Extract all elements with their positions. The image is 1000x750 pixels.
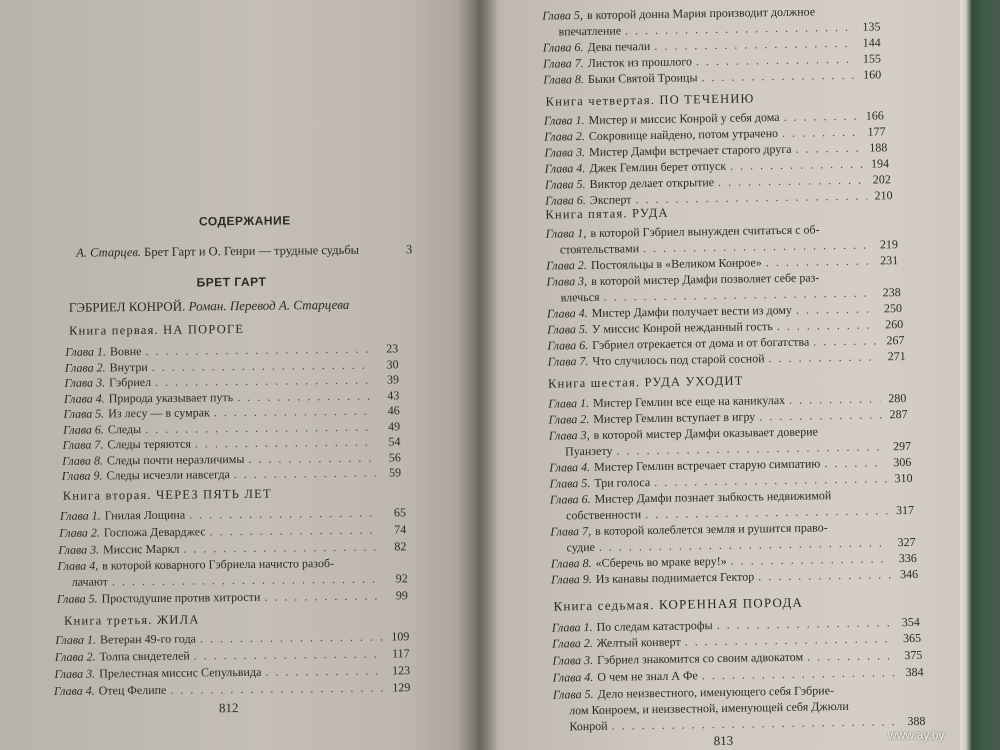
left-page [0, 0, 476, 750]
book4-label: Книга четвертая. ПО ТЕЧЕНИЮ [545, 91, 755, 109]
book5-label: Книга пятая. РУДА [545, 205, 669, 222]
book7-chapter-2: Глава 2. Желтый конверт . . . 365 [552, 631, 921, 651]
book5-chapter-6: Глава 6. Гэбриел отрекается от дома и от богатства . . . 267 [547, 333, 904, 353]
book6-chapter-2: Глава 2. Мистер Гемлин вступает в игру . . . 287 [548, 407, 907, 427]
left-page-number: 812 [218, 700, 239, 716]
book3-chapter-2: Глава 2. Толпа свидетелей . . . 117 [55, 646, 410, 664]
novel-title: ГЭБРИЕЛ КОНРОЙ. [68, 298, 186, 315]
book2-chapter-4-line1: Глава 4, в которой коварного Гэбриела начисто разоб- [57, 556, 335, 573]
book5-chapter-1-line1: Глава 1, в которой Гэбриел вынужден считаться с об- [545, 222, 820, 241]
book2-chapter-5: Глава 5. Простодушие против хитрости . . . 99 [57, 588, 408, 606]
book5-chapter-2: Глава 2. Постояльцы в «Великом Конрое» . . . 231 [546, 253, 898, 273]
author-heading: БРЕТ ГАРТ [196, 274, 267, 290]
intro-title: Брет Гарт и О. Генри — трудные судьбы [144, 242, 360, 259]
book6-chapter-1: Глава 1. Мистер Гемлин все еще на каникулах . . . 280 [548, 391, 906, 411]
book3-chapter-3: Глава 3. Прелестная миссис Сепульвида . . . 123 [54, 663, 410, 681]
book3-chapter-5-line2: впечатление . . . 135 [558, 19, 880, 38]
intro-entry [76, 242, 412, 261]
book1-chapter-7: Глава 7. Следы теряются . . . 54 [63, 434, 401, 452]
book1-chapter-3: Глава 3. Гэбриел . . . 39 [64, 372, 399, 390]
book3-label: Книга третья. ЖИЛА [64, 612, 200, 628]
novel-translator: Перевод А. Старцева [229, 296, 350, 314]
book2-chapter-2: Глава 2. Госпожа Деварджес . . . 74 [59, 522, 406, 540]
book5-chapter-3-line2: влечься . . . 238 [561, 285, 901, 304]
book1-chapter-4: Глава 4. Природа указывает путь . . . 43 [64, 388, 400, 406]
book1-chapter-1: Глава 1. Вовне . . . 23 [65, 341, 398, 358]
book1-chapter-5: Глава 5. Из лесу — в сумрак . . . 46 [63, 403, 399, 421]
book3-chapter-4: Глава 4. Отец Фелипе . . . 129 [54, 680, 411, 698]
intro-page: 3 [405, 242, 413, 257]
intro-author: А. Старцев. [76, 245, 142, 260]
book7-label: Книга седьмая. КОРЕННАЯ ПОРОДА [553, 594, 804, 614]
book5-chapter-5: Глава 5. У миссис Конрой нежданный гость . . . 260 [547, 317, 903, 337]
right-page-number: 813 [713, 732, 734, 749]
book6-label: Книга шестая. РУДА УХОДИТ [547, 373, 744, 391]
book4-chapter-2: Глава 2. Сокровище найдено, потом утрачено . . . 177 [544, 124, 886, 143]
book5-chapter-1-line2: стоятельствами . . . 219 [560, 237, 898, 256]
book-cover-edge [960, 0, 1000, 750]
book6-chapter-5: Глава 5. Три голоса . . . 310 [549, 471, 912, 491]
book6-chapter-8: Глава 8. «Сберечь во мраке веру!» . . . 336 [551, 551, 917, 571]
book7-chapter-5-line1: Глава 5. Дело неизвестного, именующего себя Гэбриe- [552, 683, 835, 702]
book1-chapter-6: Глава 6. Следы . . . 49 [63, 419, 400, 437]
contents-heading: СОДЕРЖАНИЕ [198, 213, 291, 229]
book4-chapter-6: Глава 6. Эксперт . . . 210 [545, 188, 893, 207]
book7-chapter-1: Глава 1. По следам катастрофы . . . 354 [552, 615, 920, 635]
book6-chapter-4: Глава 4. Мистер Гемлин встречает старую симпатию . . . 306 [549, 455, 911, 475]
book3-chapter-6: Глава 6. Дева печали . . . 144 [543, 35, 881, 54]
book3-chapter-1: Глава 1. Ветеран 49-го года . . . 109 [55, 629, 409, 647]
book7-chapter-4: Глава 4. О чем не знал А Фе . . . 384 [553, 665, 924, 685]
book7-chapter-5-line3: Конрой . . . 388 [569, 714, 925, 734]
book2-chapter-3: Глава 3. Миссис Маркл . . . 82 [58, 539, 406, 557]
book7-chapter-3: Глава 3. Гэбриел знакомится со своим адвокатом . . . 375 [552, 648, 922, 668]
book4-chapter-3: Глава 3. Мистер Дамфи встречает старого друга . . . 188 [544, 140, 887, 159]
book4-chapter-4: Глава 4. Джек Гемлин берет отпуск . . . 194 [545, 156, 890, 175]
book2-chapter-1: Глава 1. Гнилая Лощина . . . 65 [60, 505, 406, 523]
book6-chapter-3-line1: Глава 3, в которой мистер Дамфи оказывает доверие [548, 424, 819, 443]
book3-chapter-5-line1: Глава 5, в которой донна Мария производит должное [542, 4, 816, 23]
book2-chapter-4-line2: лачают . . . 92 [72, 571, 408, 589]
book5-chapter-4: Глава 4. Мистер Дамфи получает вести из дому . . . 250 [547, 301, 902, 321]
right-page [476, 0, 960, 750]
book5-chapter-7: Глава 7. Что случилось под старой сосной . . . 271 [548, 349, 906, 369]
book3-chapter-7: Глава 7. Листок из прошлого . . . 155 [543, 51, 881, 70]
book4-chapter-5: Глава 5. Виктор делает открытие . . . 202 [545, 172, 891, 191]
book6-chapter-3-line2: Пуанзету . . . 297 [565, 439, 911, 458]
book6-chapter-6-line1: Глава 6. Мистер Дамфи познает зыбкость недвижимой [549, 488, 832, 507]
book7-chapter-5-line2: лом Конроем, и неизвестной, именующей себя Джюли [569, 698, 849, 718]
book1-chapter-9: Глава 9. Следы исчезли навсегда . . . 59 [62, 465, 402, 483]
book1-chapter-2: Глава 2. Внутри . . . 30 [65, 357, 399, 374]
book6-chapter-7-line2: судие . . . 327 [567, 535, 916, 554]
book3-chapter-8: Глава 8. Быки Святой Троицы . . . 160 [543, 67, 881, 86]
book2-label: Книга вторая. ЧЕРЕЗ ПЯТЬ ЛЕТ [62, 486, 272, 503]
novel-entry [69, 297, 350, 316]
book1-chapter-8: Глава 8. Следы почти неразличимы . . . 56 [62, 450, 401, 468]
book1-label: Книга первая. НА ПОРОГЕ [68, 321, 245, 338]
watermark-text: www.ay.by [888, 728, 945, 742]
book6-chapter-7-line1: Глава 7, в которой колеблется земля и рушится право- [550, 520, 828, 539]
book4-chapter-1: Глава 1. Мистер и миссис Конрой у себя дома . . . 166 [544, 108, 884, 127]
novel-genre: Роман. [188, 298, 227, 314]
book5-chapter-3-line1: Глава 3, в которой мистер Дамфи позволяет себе раз- [546, 270, 820, 289]
book6-chapter-6-line2: собственности . . . 317 [566, 503, 914, 522]
book6-chapter-9: Глава 9. Из канавы поднимается Гектор . . . 346 [551, 567, 918, 587]
